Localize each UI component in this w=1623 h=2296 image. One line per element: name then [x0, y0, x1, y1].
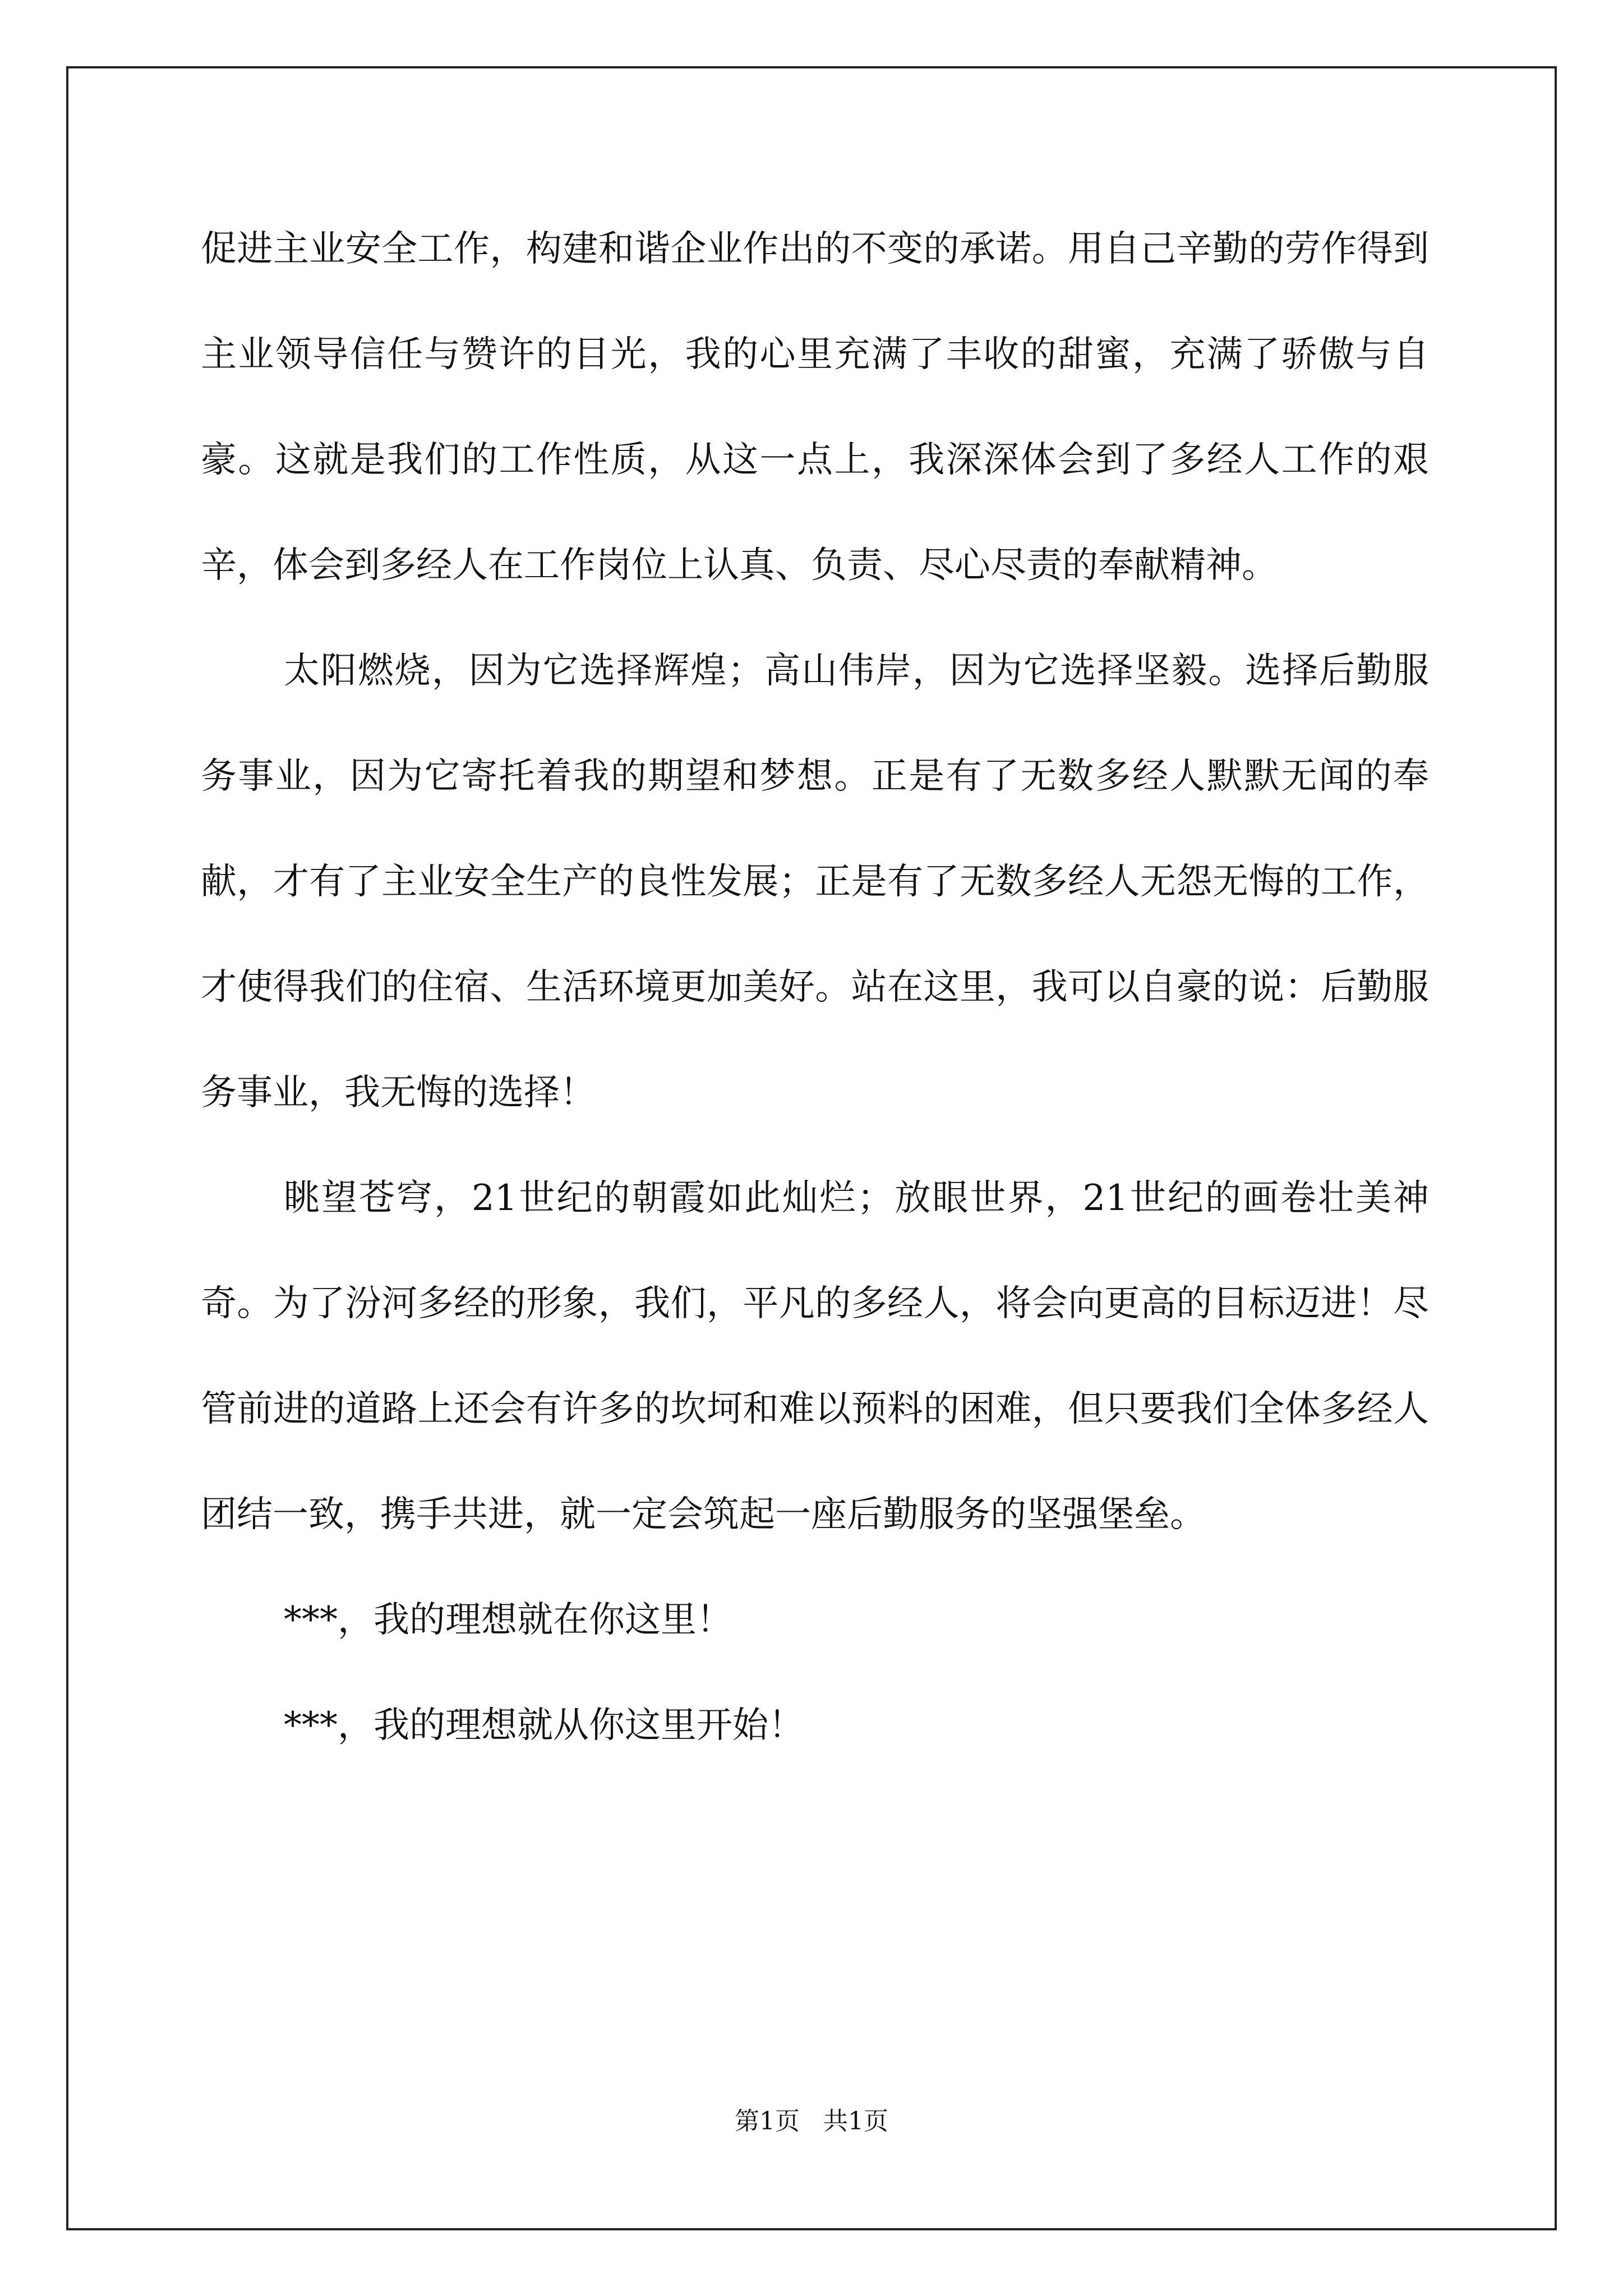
page-footer: [0, 2101, 1623, 2137]
paragraph-3: 眺望苍穹，21世纪的朝霞如此灿烂；放眼世界，21世纪的画卷壮美神奇。为了汾河多经的形象，我们，平凡的多经人，将会向更高的目标迈进！尽管前进的道路上还会有许多的坎坷和难以预料的困难，但只要我们全体多经人团结一致，携手共进，就一定会筑起一座后勤服务的坚强堡垒。: [201, 1177, 1429, 1535]
paragraph-5: ***，我的理想就从你这里开始！: [284, 1705, 804, 1746]
paragraph-4: ***，我的理想就在你这里！: [284, 1599, 732, 1641]
document-body: [201, 196, 1429, 1778]
page-number: 第1页 共1页: [735, 2107, 888, 2136]
paragraph-1: 促进主业安全工作，构建和谐企业作出的不变的承诺。用自己辛勤的劳作得到主业领导信任与赞许的目光，我的心里充满了丰收的甜蜜，充满了骄傲与自豪。这就是我们的工作性质，从这一点上，我深深体会到了多经人工作的艰辛，体会到多经人在工作岗位上认真、负责、尽心尽责的奉献精神。: [201, 228, 1429, 586]
paragraph-2: 太阳燃烧，因为它选择辉煌；高山伟岸，因为它选择坚毅。选择后勤服务事业，因为它寄托着我的期望和梦想。正是有了无数多经人默默无闻的奉献，才有了主业安全生产的良性发展；正是有了无数多经人无怨无悔的工作，才使得我们的住宿、生活环境更加美好。站在这里，我可以自豪的说：后勤服务事业，我无悔的选择！: [201, 650, 1429, 1114]
